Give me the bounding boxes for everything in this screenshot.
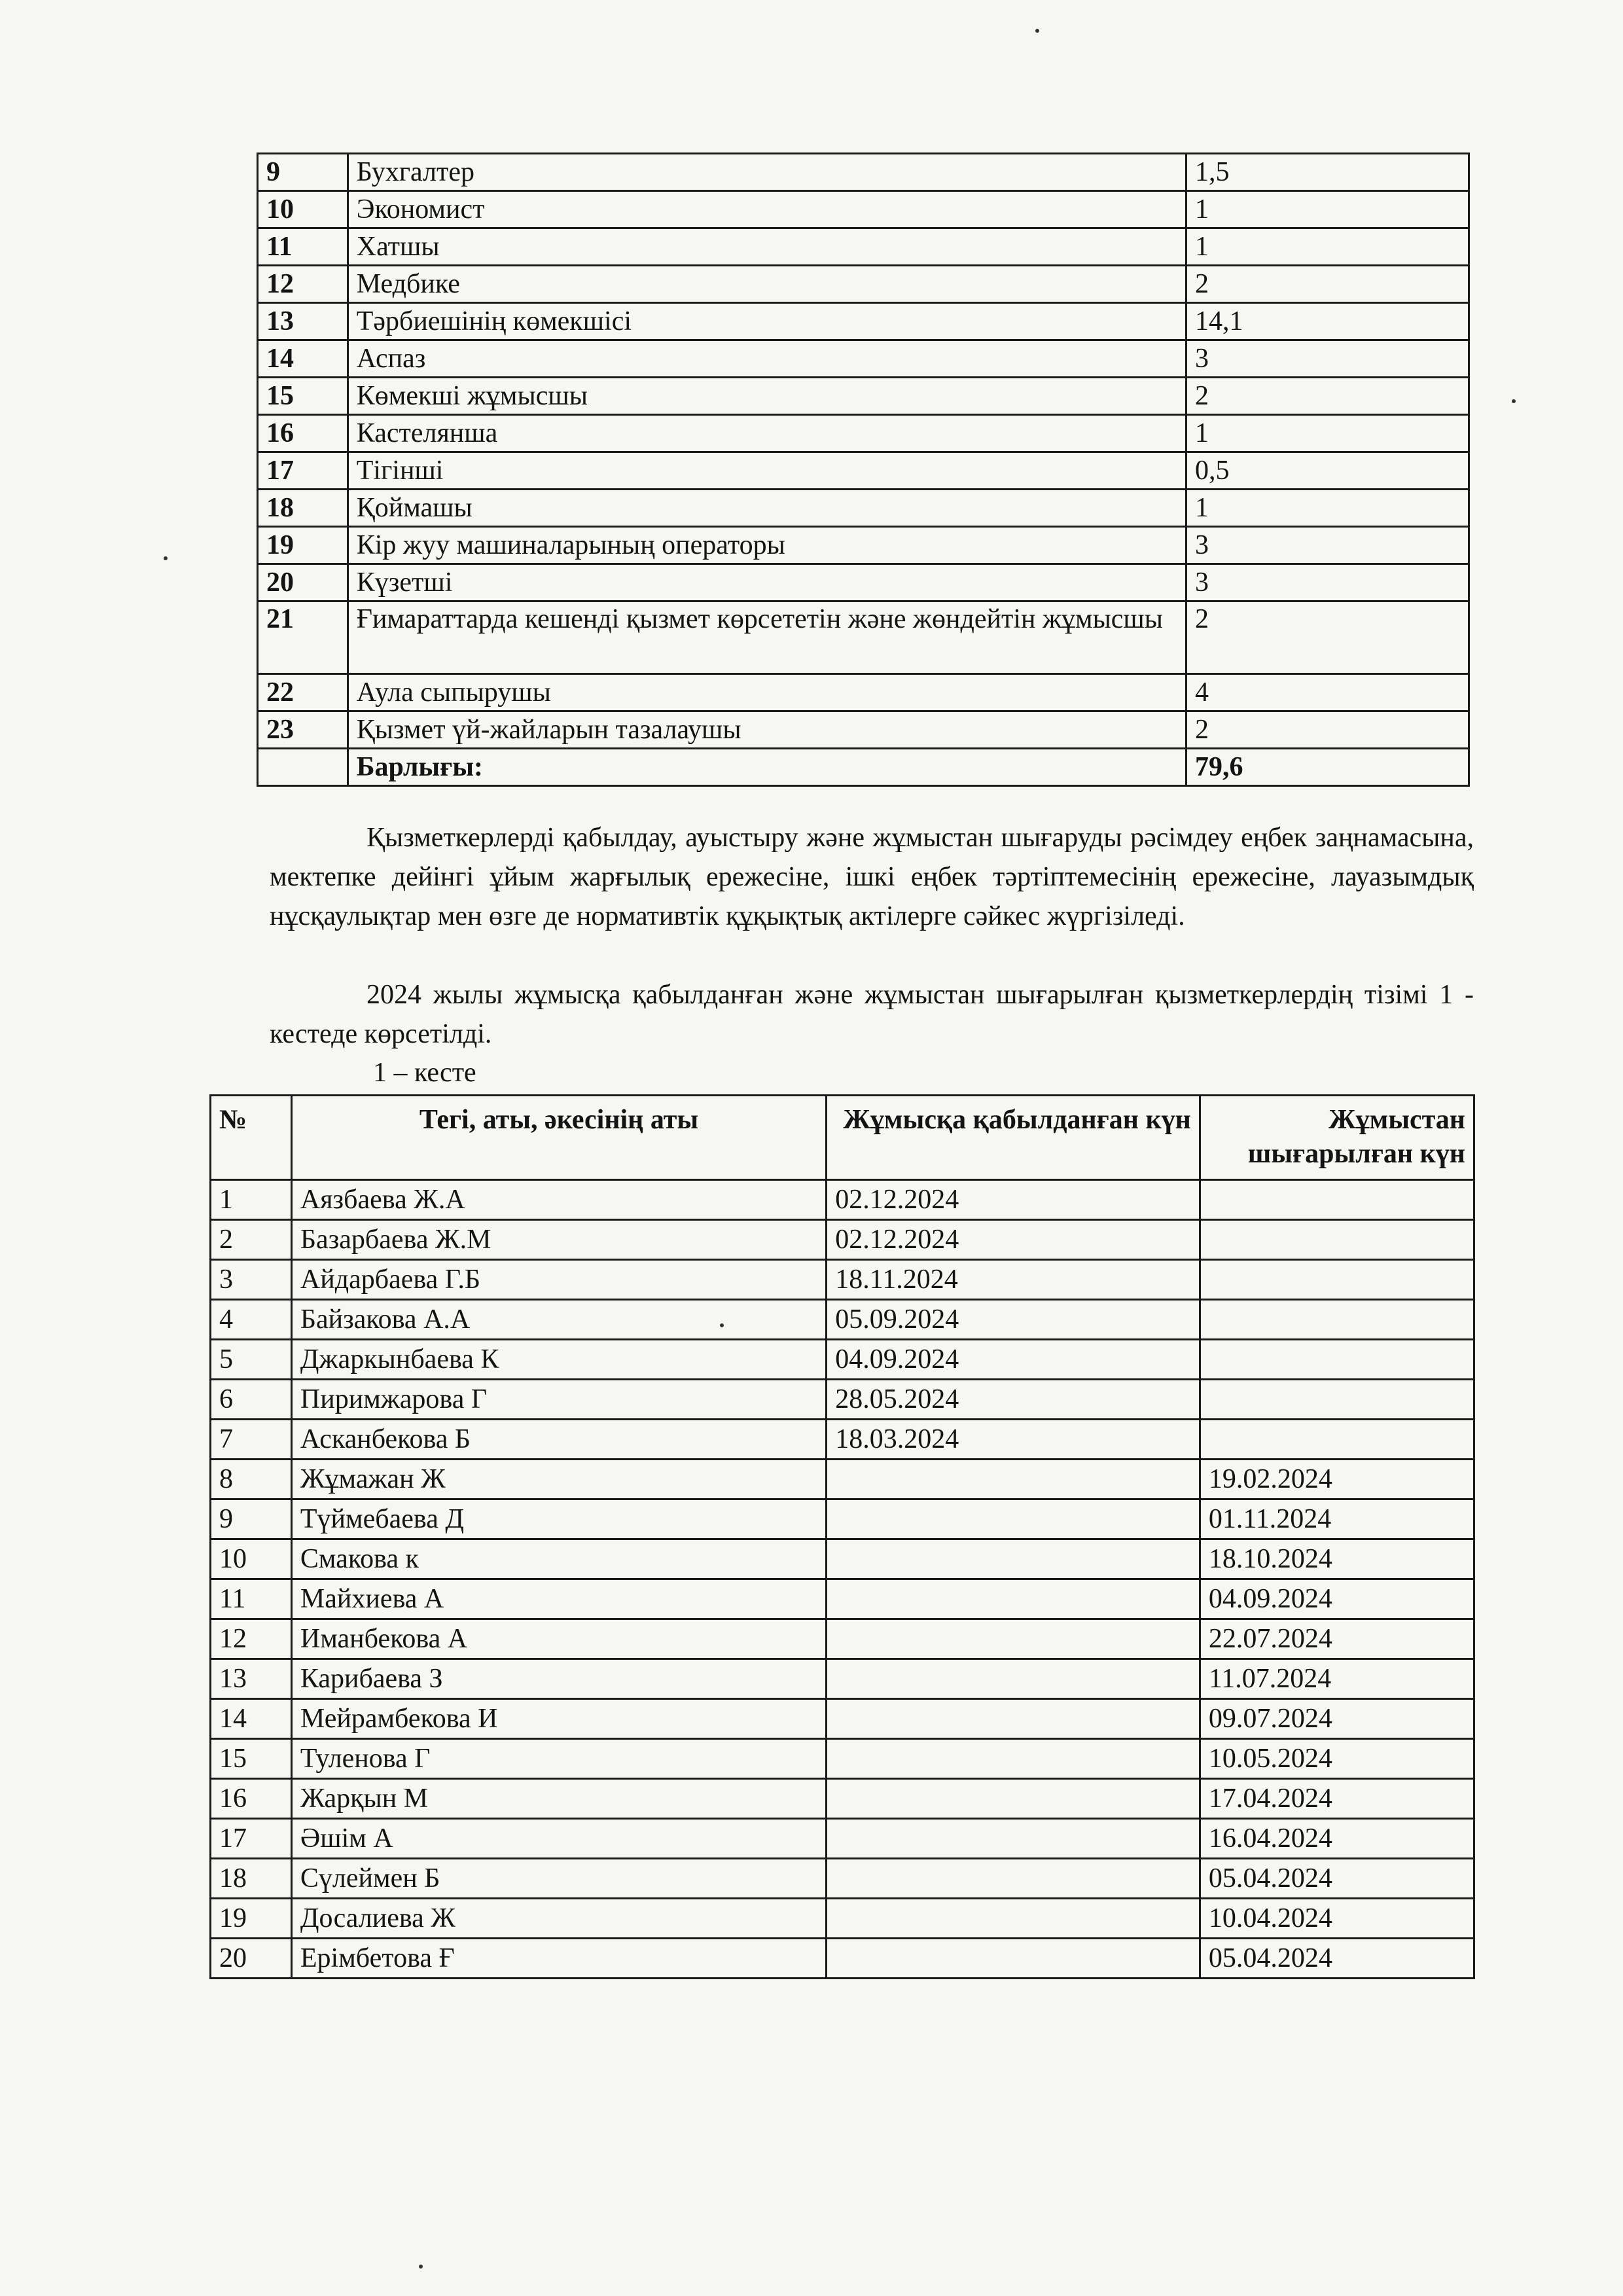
staff-row — [258, 415, 1469, 452]
employee-name: Пиримжарова Г — [291, 1380, 826, 1420]
staff-row-number: 11 — [258, 228, 348, 266]
staff-row-count: 2 — [1186, 378, 1469, 415]
header-hired: Жұмысқа қабылданған күн — [827, 1096, 1200, 1180]
staff-row-number: 9 — [258, 154, 348, 191]
staff-row-position: Тәрбиешінің көмекшісі — [348, 303, 1186, 340]
scan-speck — [1035, 29, 1039, 33]
staff-row-count: 1,5 — [1186, 154, 1469, 191]
staff-row-position: Аспаз — [348, 340, 1186, 378]
staff-row-count: 2 — [1186, 266, 1469, 303]
staff-row-count: 2 — [1186, 711, 1469, 749]
staff-row-number: 18 — [258, 490, 348, 527]
staff-total-label: Барлығы: — [348, 749, 1186, 786]
employee-fired-date: 05.04.2024 — [1200, 1859, 1474, 1899]
employee-fired-date: 22.07.2024 — [1200, 1619, 1474, 1659]
employee-hired-date — [827, 1659, 1200, 1699]
employee-row — [211, 1699, 1474, 1739]
table-caption: 1 – кесте — [373, 1058, 476, 1088]
staff-row — [258, 490, 1469, 527]
employee-row — [211, 1739, 1474, 1779]
employee-hired-date — [827, 1579, 1200, 1619]
employee-row — [211, 1859, 1474, 1899]
employee-number: 3 — [211, 1260, 292, 1300]
employee-hired-date — [827, 1499, 1200, 1539]
employee-row — [211, 1260, 1474, 1300]
employee-hired-date — [827, 1819, 1200, 1859]
employee-row — [211, 1300, 1474, 1340]
employee-name: Смакова к — [291, 1539, 826, 1579]
scan-speck — [419, 2265, 423, 2269]
staff-row — [258, 564, 1469, 601]
staff-row — [258, 303, 1469, 340]
staff-table-body — [258, 154, 1469, 786]
employee-name: Иманбекова А — [291, 1619, 826, 1659]
employee-number: 14 — [211, 1699, 292, 1739]
employee-hired-date: 18.03.2024 — [827, 1420, 1200, 1460]
employee-fired-date — [1200, 1420, 1474, 1460]
staff-positions-table — [257, 152, 1470, 787]
staff-row-count: 1 — [1186, 228, 1469, 266]
employee-number: 20 — [211, 1939, 292, 1979]
employee-fired-date: 01.11.2024 — [1200, 1499, 1474, 1539]
employee-name: Ерімбетова Ғ — [291, 1939, 826, 1979]
employee-row — [211, 1220, 1474, 1260]
scan-speck — [164, 556, 168, 560]
staff-row-count: 4 — [1186, 674, 1469, 711]
staff-total-row — [258, 749, 1469, 786]
staff-row-position: Кастелянша — [348, 415, 1186, 452]
staff-row-number: 20 — [258, 564, 348, 601]
staff-row-count: 3 — [1186, 564, 1469, 601]
employee-hired-date — [827, 1859, 1200, 1899]
employee-name: Айдарбаева Г.Б — [291, 1260, 826, 1300]
employee-hired-date: 02.12.2024 — [827, 1180, 1200, 1220]
staff-row-position: Күзетші — [348, 564, 1186, 601]
employee-fired-date — [1200, 1260, 1474, 1300]
employee-name: Базарбаева Ж.М — [291, 1220, 826, 1260]
employee-fired-date: 10.05.2024 — [1200, 1739, 1474, 1779]
employee-row — [211, 1420, 1474, 1460]
employee-fired-date: 11.07.2024 — [1200, 1659, 1474, 1699]
staff-row-number: 14 — [258, 340, 348, 378]
employee-hired-date — [827, 1619, 1200, 1659]
staff-row-number: 16 — [258, 415, 348, 452]
employee-number: 6 — [211, 1380, 292, 1420]
staff-row-position: Кір жуу машиналарының операторы — [348, 527, 1186, 564]
employee-name: Жарқын М — [291, 1779, 826, 1819]
employee-row — [211, 1380, 1474, 1420]
employee-fired-date — [1200, 1380, 1474, 1420]
staff-row-position: Қызмет үй-жайларын тазалаушы — [348, 711, 1186, 749]
employee-number: 4 — [211, 1300, 292, 1340]
staff-row-count: 3 — [1186, 527, 1469, 564]
employee-row — [211, 1340, 1474, 1380]
employee-hired-date: 05.09.2024 — [827, 1300, 1200, 1340]
employee-name: Сүлеймен Б — [291, 1859, 826, 1899]
staff-row — [258, 378, 1469, 415]
employee-fired-date — [1200, 1340, 1474, 1380]
employee-number: 5 — [211, 1340, 292, 1380]
staff-row — [258, 228, 1469, 266]
employee-hired-date — [827, 1779, 1200, 1819]
staff-row-count: 1 — [1186, 191, 1469, 228]
employee-name: Досалиева Ж — [291, 1899, 826, 1939]
employee-hired-date — [827, 1539, 1200, 1579]
employee-hired-date — [827, 1699, 1200, 1739]
staff-row-position: Аула сыпырушы — [348, 674, 1186, 711]
staff-row-number: 12 — [258, 266, 348, 303]
staff-row-count: 14,1 — [1186, 303, 1469, 340]
employee-hired-date — [827, 1460, 1200, 1499]
staff-row-count: 2 — [1186, 601, 1469, 674]
staff-row — [258, 527, 1469, 564]
employee-hired-date — [827, 1939, 1200, 1979]
employee-row — [211, 1499, 1474, 1539]
employee-number: 15 — [211, 1739, 292, 1779]
staff-total-value: 79,6 — [1186, 749, 1469, 786]
staff-row-position: Бухгалтер — [348, 154, 1186, 191]
employee-number: 12 — [211, 1619, 292, 1659]
employee-number: 2 — [211, 1220, 292, 1260]
employee-name: Әшім А — [291, 1819, 826, 1859]
paragraph-table-intro: 2024 жылы жұмысқа қабылданған және жұмыстан шығарылған қызметкерлердің тізімі 1 - кестеде көрсетілді. — [270, 980, 1474, 1049]
employee-fired-date: 17.04.2024 — [1200, 1779, 1474, 1819]
employee-number: 16 — [211, 1779, 292, 1819]
employees-table-body — [211, 1180, 1474, 1979]
employee-number: 7 — [211, 1420, 292, 1460]
employee-row — [211, 1180, 1474, 1220]
employee-fired-date — [1200, 1220, 1474, 1260]
staff-row-number: 17 — [258, 452, 348, 490]
employee-number: 1 — [211, 1180, 292, 1220]
employee-hired-date: 28.05.2024 — [827, 1380, 1200, 1420]
employee-name: Карибаева З — [291, 1659, 826, 1699]
header-fired: Жұмыстан шығарылған күн — [1200, 1096, 1474, 1180]
staff-row-count: 3 — [1186, 340, 1469, 378]
employee-hired-date: 18.11.2024 — [827, 1260, 1200, 1300]
staff-row-position: Көмекші жұмысшы — [348, 378, 1186, 415]
employee-fired-date: 16.04.2024 — [1200, 1819, 1474, 1859]
staff-row-position: Хатшы — [348, 228, 1186, 266]
employee-number: 18 — [211, 1859, 292, 1899]
staff-row — [258, 674, 1469, 711]
staff-row — [258, 154, 1469, 191]
paragraph-hiring-procedure: Қызметкерлерді қабылдау, ауыстыру және жұмыстан шығаруды рәсімдеу еңбек заңнамасына, мектепке дейінгі ұйым жарғылық ережесіне, ішкі еңбек тәртіптемесінің ережесіне, лауазымдық нұсқаулықтар мен өзге де нормативтік құқықтық актілерге сәйкес жүргізіледі. — [270, 823, 1474, 931]
employee-hired-date: 04.09.2024 — [827, 1340, 1200, 1380]
employee-name: Байзакова А.А — [291, 1300, 826, 1340]
employee-number: 8 — [211, 1460, 292, 1499]
staff-row — [258, 452, 1469, 490]
staff-row-number: 13 — [258, 303, 348, 340]
staff-total-blank — [258, 749, 348, 786]
employee-number: 11 — [211, 1579, 292, 1619]
employee-name: Түймебаева Д — [291, 1499, 826, 1539]
employee-name: Асканбекова Б — [291, 1420, 826, 1460]
employee-row — [211, 1619, 1474, 1659]
header-no: № — [211, 1096, 292, 1180]
staff-row-count: 1 — [1186, 490, 1469, 527]
employee-row — [211, 1539, 1474, 1579]
employee-fired-date: 04.09.2024 — [1200, 1579, 1474, 1619]
employee-fired-date: 18.10.2024 — [1200, 1539, 1474, 1579]
staff-row-number: 22 — [258, 674, 348, 711]
employee-fired-date — [1200, 1300, 1474, 1340]
employee-name: Туленова Г — [291, 1739, 826, 1779]
employee-row — [211, 1659, 1474, 1699]
employee-row — [211, 1460, 1474, 1499]
staff-row-number: 23 — [258, 711, 348, 749]
header-row — [211, 1096, 1474, 1180]
staff-row — [258, 711, 1469, 749]
staff-row-count: 0,5 — [1186, 452, 1469, 490]
employee-row — [211, 1819, 1474, 1859]
staff-row-position: Экономист — [348, 191, 1186, 228]
employees-table — [209, 1094, 1475, 1979]
staff-row-count: 1 — [1186, 415, 1469, 452]
staff-row-position: Тігінші — [348, 452, 1186, 490]
employee-hired-date — [827, 1739, 1200, 1779]
staff-row-number: 10 — [258, 191, 348, 228]
header-name: Тегі, аты, әкесінің аты — [291, 1096, 826, 1180]
employee-row — [211, 1579, 1474, 1619]
employee-fired-date — [1200, 1180, 1474, 1220]
employee-number: 10 — [211, 1539, 292, 1579]
employee-name: Джаркынбаева К — [291, 1340, 826, 1380]
employee-name: Мейрамбекова И — [291, 1699, 826, 1739]
employee-number: 9 — [211, 1499, 292, 1539]
scan-speck — [1512, 399, 1516, 403]
staff-row — [258, 340, 1469, 378]
employee-name: Жұмажан Ж — [291, 1460, 826, 1499]
employee-row — [211, 1899, 1474, 1939]
employee-fired-date: 19.02.2024 — [1200, 1460, 1474, 1499]
staff-row-number: 21 — [258, 601, 348, 674]
staff-row-position: Қоймашы — [348, 490, 1186, 527]
employee-number: 19 — [211, 1899, 292, 1939]
staff-row — [258, 266, 1469, 303]
employee-fired-date: 10.04.2024 — [1200, 1899, 1474, 1939]
employee-row — [211, 1939, 1474, 1979]
staff-row-number: 15 — [258, 378, 348, 415]
staff-row-position: Ғимараттарда кешенді қызмет көрсететін және жөндейтін жұмысшы — [348, 601, 1186, 674]
employee-fired-date: 09.07.2024 — [1200, 1699, 1474, 1739]
employee-number: 17 — [211, 1819, 292, 1859]
staff-row — [258, 601, 1469, 674]
employees-table-header — [211, 1096, 1474, 1180]
employee-name: Майхиева А — [291, 1579, 826, 1619]
staff-row-position: Медбике — [348, 266, 1186, 303]
employee-row — [211, 1779, 1474, 1819]
employee-hired-date — [827, 1899, 1200, 1939]
employee-number: 13 — [211, 1659, 292, 1699]
employee-name: Аязбаева Ж.А — [291, 1180, 826, 1220]
scan-speck — [720, 1323, 724, 1327]
employee-hired-date: 02.12.2024 — [827, 1220, 1200, 1260]
staff-row — [258, 191, 1469, 228]
staff-row-number: 19 — [258, 527, 348, 564]
employee-fired-date: 05.04.2024 — [1200, 1939, 1474, 1979]
